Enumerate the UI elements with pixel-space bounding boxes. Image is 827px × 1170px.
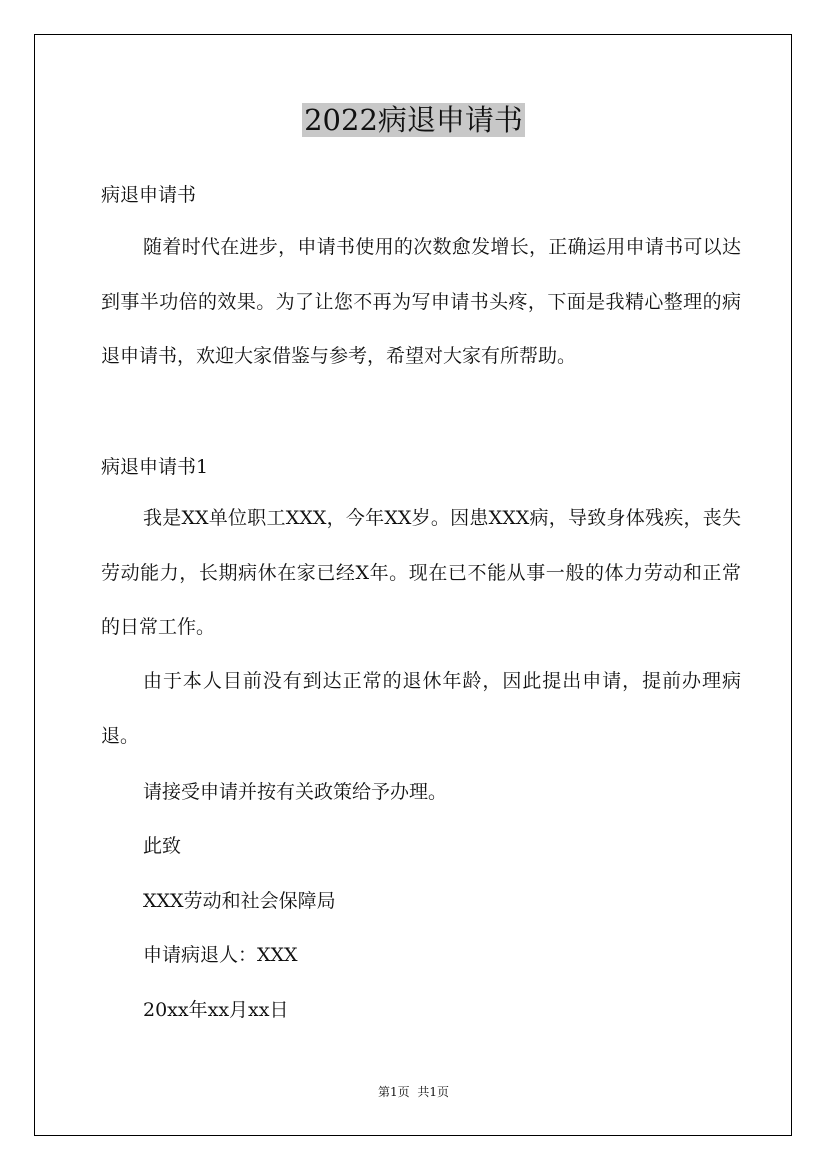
recipient: XXX劳动和社会保障局 (143, 890, 336, 912)
page-footer (0, 1083, 827, 1100)
body-paragraph-1: 我是XX单位职工XXX，今年XX岁。因患XXX病，导致身体残疾，丧失劳动能力，长期病休在家已经X年。现在已不能从事一般的体力劳动和正常的日常工作。 (101, 507, 741, 638)
page-total: 共1页 (417, 1085, 449, 1099)
date: 20xx年xx月xx日 (143, 999, 289, 1021)
section-heading: 病退申请书1 (101, 456, 209, 478)
document-title-text: 2022病退申请书 (304, 103, 523, 137)
document-title (0, 100, 827, 140)
main-heading: 病退申请书 (101, 184, 197, 206)
salutation: 此致 (143, 835, 182, 857)
intro-paragraph: 随着时代在进步，申请书使用的次数愈发增长，正确运用申请书可以达到事半功倍的效果。为了让您不再为写申请书头疼，下面是我精心整理的病退申请书，欢迎大家借鉴与参考，希望对大家有所帮助。 (101, 236, 741, 367)
body-paragraph-3: 请接受申请并按有关政策给予办理。 (143, 781, 448, 803)
applicant: 申请病退人：XXX (143, 944, 298, 966)
body-paragraph-2: 由于本人目前没有到达正常的退休年龄，因此提出申请，提前办理病退。 (101, 670, 741, 747)
page-number: 第1页 (378, 1085, 410, 1099)
